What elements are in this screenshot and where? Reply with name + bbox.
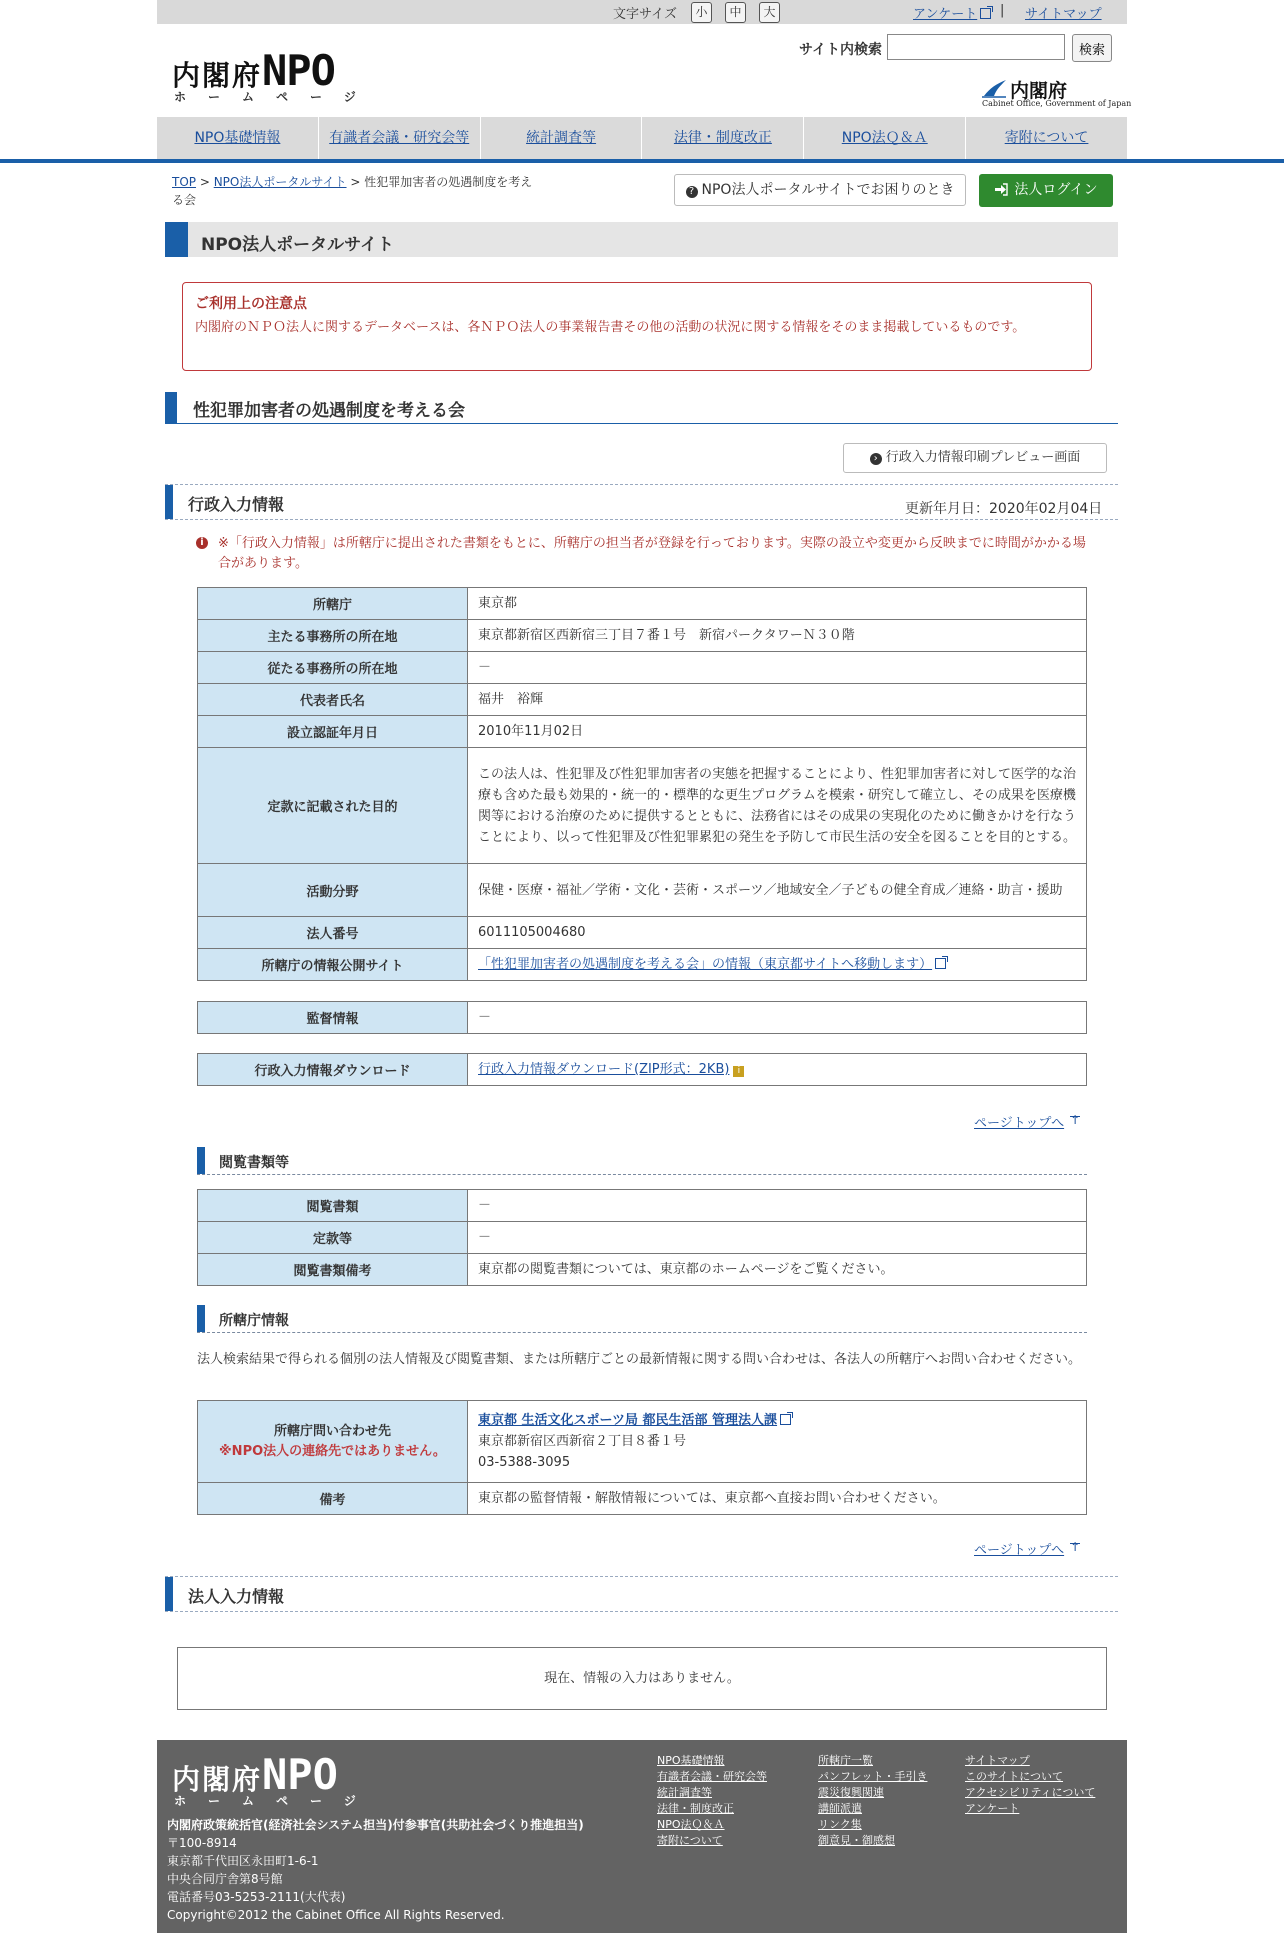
help-button-label: NPO法人ポータルサイトでお困りのとき — [701, 182, 955, 198]
font-small-button[interactable]: 小 — [691, 2, 712, 23]
docs-section-title — [197, 1147, 1087, 1175]
row-label: 設立認証年月日 — [198, 716, 468, 748]
usage-notice-heading: ご利用上の注意点 — [195, 296, 307, 312]
table-row — [198, 1222, 1087, 1254]
font-large-button[interactable]: 大 — [759, 2, 780, 23]
corp-empty-message: 現在、情報の入力はありません。 — [177, 1647, 1107, 1710]
table-row — [198, 1190, 1087, 1222]
footer-link[interactable]: リンク集 — [818, 1818, 862, 1831]
table-row — [198, 652, 1087, 684]
table-row — [198, 949, 1087, 981]
row-label — [198, 1401, 468, 1483]
row-value: 6011105004680 — [468, 917, 1087, 949]
row-value — [468, 1401, 1087, 1483]
docs-section-heading: 閲覧書類等 — [219, 1155, 289, 1171]
table-row — [198, 917, 1087, 949]
table-row — [198, 684, 1087, 716]
table-row — [198, 1254, 1087, 1286]
cabinet-office-name: 内閣府 — [1010, 80, 1068, 102]
table-row — [198, 1483, 1087, 1515]
row-label: 主たる事務所の所在地 — [198, 620, 468, 652]
authority-phone: 03-5388-3095 — [478, 1455, 571, 1470]
print-preview-button[interactable] — [843, 443, 1107, 473]
footer-addr1: 東京都千代田区永田町1-6-1 — [167, 1854, 319, 1868]
logo-sub-text: ホームページ — [174, 90, 378, 104]
admin-info-table — [197, 587, 1087, 981]
footer-logo[interactable] — [172, 1750, 378, 1808]
survey-link[interactable] — [913, 3, 991, 22]
external-link-icon — [780, 1414, 791, 1425]
utility-bar — [157, 0, 1127, 24]
footer-link[interactable]: NPO法Ｑ＆Ａ — [657, 1818, 725, 1831]
row-value: 福井 裕輝 — [468, 684, 1087, 716]
page-top-label: ページトップへ — [974, 1116, 1065, 1131]
external-link-icon — [935, 958, 946, 969]
title-accent — [165, 392, 177, 424]
breadcrumb-sep: > — [346, 175, 365, 189]
cabinet-office-sub: Cabinet Office, Government of Japan — [982, 99, 1132, 108]
sitemap-link[interactable]: サイトマップ — [1025, 7, 1102, 22]
footer-link[interactable]: 講師派遣 — [818, 1802, 862, 1815]
breadcrumb-top[interactable]: TOP — [172, 175, 197, 189]
row-value: － — [468, 1190, 1087, 1222]
admin-section-heading: 行政入力情報 — [188, 495, 285, 514]
help-button[interactable] — [674, 174, 966, 206]
row-value — [468, 949, 1087, 981]
search-label: サイト内検索 — [799, 42, 883, 58]
row-label: 所轄庁の情報公開サイト — [198, 949, 468, 981]
contact-warning: ※NPO法人の連絡先ではありません。 — [219, 1443, 446, 1459]
footer-logo-sub: ホームページ — [174, 1794, 378, 1808]
font-size-label: 文字サイズ — [613, 7, 677, 22]
font-medium-button[interactable]: 中 — [725, 2, 746, 23]
row-label: 備考 — [198, 1483, 468, 1515]
footer — [157, 1740, 1127, 1933]
footer-logo-main: 内閣府 — [172, 1763, 263, 1796]
print-preview-label: 行政入力情報印刷プレビュー画面 — [885, 450, 1081, 465]
table-row — [198, 864, 1087, 917]
org-name: 性犯罪加害者の処遇制度を考える会 — [193, 401, 465, 421]
site-logo[interactable] — [172, 46, 378, 104]
arrow-up-icon — [1070, 1543, 1080, 1555]
nav-expert-meetings[interactable]: 有識者会議・研究会等 — [319, 117, 481, 159]
row-label: 行政入力情報ダウンロード — [198, 1054, 468, 1086]
footer-link[interactable]: アクセシビリティについて — [965, 1786, 1096, 1799]
contact-label: 所轄庁問い合わせ先 — [273, 1423, 391, 1439]
row-value: 東京都の監督情報・解散情報については、東京都へ直接お問い合わせください。 — [468, 1483, 1087, 1515]
login-button[interactable] — [979, 174, 1113, 207]
row-value: 2010年11月02日 — [468, 716, 1087, 748]
question-circle-icon: ? — [686, 186, 698, 198]
nav-divider — [0, 159, 1284, 163]
corp-section-title — [165, 1576, 1118, 1612]
cabinet-office-mark-icon — [982, 78, 1008, 98]
authority-address: 東京都新宿区西新宿２丁目８番１号 — [478, 1434, 687, 1449]
footer-link[interactable]: 御意見・御感想 — [818, 1834, 895, 1847]
title-accent — [165, 1577, 173, 1611]
info-icon: i — [196, 537, 208, 549]
footer-link[interactable]: サイトマップ — [965, 1754, 1030, 1767]
util-separator: | — [1000, 3, 1005, 18]
global-nav — [157, 117, 1127, 159]
authority-section-title — [197, 1305, 1087, 1333]
logo-main-text: 内閣府 — [172, 59, 263, 92]
login-icon — [994, 183, 1008, 196]
row-label: 定款等 — [198, 1222, 468, 1254]
row-label: 閲覧書類備考 — [198, 1254, 468, 1286]
row-value: 東京都新宿区西新宿三丁目７番１号 新宿パークタワーＮ３０階 — [468, 620, 1087, 652]
row-label: 監督情報 — [198, 1002, 468, 1034]
nav-statistics[interactable]: 統計調査等 — [481, 117, 643, 159]
footer-link[interactable]: 所轄庁一覧 — [818, 1754, 873, 1767]
table-row — [198, 716, 1087, 748]
authority-description: 法人検索結果で得られる個別の法人情報及び閲覧書類、または所轄庁ごとの最新情報に関する問い合わせは、各法人の所轄庁へお問い合わせください。 — [197, 1352, 1082, 1367]
footer-tel: 電話番号03-5253-2111(大代表) — [167, 1890, 346, 1904]
footer-link[interactable]: 法律・制度改正 — [657, 1802, 734, 1815]
row-value: この法人は、性犯罪及び性犯罪加害者の実態を把握することにより、性犯罪加害者に対して医学的な治療も含めた最も効果的・統一的・標準的な更生プログラムを模索・研究して確立し、その成果を医療機関等における治療のために提供するとともに、法務省にはその成果の実現化のために働きかけを行なうことにより、以って性犯罪及び性犯罪累犯の発生を予防して市民生活の安全を図ることを目的とする。 — [468, 748, 1087, 864]
row-value: － — [468, 1002, 1087, 1034]
org-title-bar — [165, 392, 1118, 424]
footer-address — [167, 1816, 584, 1924]
authority-contact-link[interactable]: 東京都 生活文化スポーツ局 都民生活部 管理法人課 — [478, 1413, 778, 1428]
title-accent — [165, 485, 173, 519]
portal-title-bar — [165, 222, 1118, 257]
footer-links-col3 — [965, 1753, 1095, 1817]
title-accent — [197, 1147, 205, 1174]
row-value: － — [468, 652, 1087, 684]
footer-org: 内閣府政策統括官(経済社会システム担当)付参事官(共助社会づくり推進担当) — [167, 1818, 584, 1832]
breadcrumb-current: 性犯罪加害者の処遇制度を考える会 — [172, 175, 533, 207]
row-label: 閲覧書類 — [198, 1190, 468, 1222]
page-top-label: ページトップへ — [974, 1543, 1065, 1558]
arrow-up-icon — [1070, 1116, 1080, 1128]
footer-link[interactable]: 統計調査等 — [657, 1786, 712, 1799]
page-top-link[interactable] — [974, 1539, 1080, 1558]
corp-section-heading: 法人入力情報 — [188, 1587, 285, 1606]
table-row — [198, 1401, 1087, 1483]
nav-npo-qa[interactable]: NPO法Ｑ＆Ａ — [804, 117, 966, 159]
footer-logo-npo: NPO — [262, 1750, 338, 1799]
title-accent — [197, 1305, 205, 1332]
breadcrumb-portal[interactable]: NPO法人ポータルサイト — [213, 175, 347, 189]
footer-link[interactable]: 震災復興関連 — [818, 1786, 884, 1799]
footer-links-col2 — [818, 1753, 927, 1849]
login-button-label: 法人ログイン — [1014, 182, 1098, 198]
search-button[interactable]: 検索 — [1072, 34, 1112, 62]
docs-table — [197, 1189, 1087, 1286]
authority-section-heading: 所轄庁情報 — [219, 1313, 289, 1329]
row-label: 代表者氏名 — [198, 684, 468, 716]
footer-zip: 〒100-8914 — [167, 1836, 237, 1850]
external-link-icon — [980, 8, 991, 19]
download-table — [197, 1053, 1087, 1086]
download-link[interactable]: 行政入力情報ダウンロード(ZIP形式：2KB) — [478, 1062, 730, 1077]
table-row — [198, 1054, 1087, 1086]
table-row — [198, 1002, 1087, 1034]
table-row — [198, 588, 1087, 620]
row-label: 従たる事務所の所在地 — [198, 652, 468, 684]
survey-link-text: アンケート — [913, 7, 978, 22]
cabinet-office-logo[interactable] — [982, 74, 1132, 110]
info-icon: i — [733, 1066, 744, 1077]
usage-notice — [182, 282, 1092, 371]
table-row — [198, 620, 1087, 652]
row-value: － — [468, 1222, 1087, 1254]
row-label: 定款に記載された目的 — [198, 748, 468, 864]
row-value — [468, 1054, 1087, 1086]
portal-title: NPO法人ポータルサイト — [201, 235, 394, 255]
search-input[interactable] — [887, 34, 1065, 60]
row-label: 法人番号 — [198, 917, 468, 949]
title-accent — [165, 222, 188, 257]
breadcrumb — [172, 173, 542, 209]
arrow-circle-right-icon: › — [870, 453, 882, 465]
row-label: 活動分野 — [198, 864, 468, 917]
disclosure-site-link[interactable]: 「性犯罪加害者の処遇制度を考える会」の情報（東京都サイトへ移動します） — [478, 957, 933, 972]
authority-table — [197, 1400, 1087, 1515]
row-value: 保健・医療・福祉／学術・文化・芸術・スポーツ／地域安全／子どもの健全育成／連絡・助言・援助 — [468, 864, 1087, 917]
footer-link[interactable]: 寄附について — [657, 1834, 723, 1847]
footer-addr2: 中央合同庁舎第8号館 — [167, 1872, 283, 1886]
logo-npo-text: NPO — [262, 46, 335, 95]
table-row — [198, 748, 1087, 864]
supervision-table — [197, 1001, 1087, 1034]
usage-notice-body: 内閣府のＮＰＯ法人に関するデータベースは、各ＮＰＯ法人の事業報告書その他の活動の状況に関する情報をそのまま掲載しているものです。 — [195, 320, 1026, 335]
row-value: 東京都の閲覧書類については、東京都のホームページをご覧ください。 — [468, 1254, 1087, 1286]
footer-link[interactable]: パンフレット・手引き — [818, 1770, 928, 1783]
footer-link[interactable]: このサイトについて — [965, 1770, 1064, 1783]
admin-note-text: ※「行政入力情報」は所轄庁に提出された書類をもとに、所轄庁の担当者が登録を行っております。実際の設立や変更から反映までに時間がかかる場合があります。 — [218, 536, 1086, 571]
breadcrumb-sep: > — [196, 175, 214, 189]
nav-donation[interactable]: 寄附について — [966, 117, 1127, 159]
page-top-link[interactable] — [974, 1112, 1080, 1131]
footer-link[interactable]: 有識者会議・研究会等 — [657, 1770, 767, 1783]
row-label: 所轄庁 — [198, 588, 468, 620]
footer-copyright: Copyright©2012 the Cabinet Office All Rights Reserved. — [167, 1908, 505, 1922]
nav-law-revision[interactable]: 法律・制度改正 — [642, 117, 804, 159]
footer-links-col1 — [657, 1753, 767, 1849]
nav-npo-basics[interactable]: NPO基礎情報 — [157, 117, 319, 159]
row-value: 東京都 — [468, 588, 1087, 620]
footer-link[interactable]: アンケート — [965, 1802, 1020, 1815]
admin-note — [196, 534, 1088, 574]
updated-date: 更新年月日：2020年02月04日 — [905, 501, 1103, 517]
footer-link[interactable]: NPO基礎情報 — [657, 1754, 725, 1767]
